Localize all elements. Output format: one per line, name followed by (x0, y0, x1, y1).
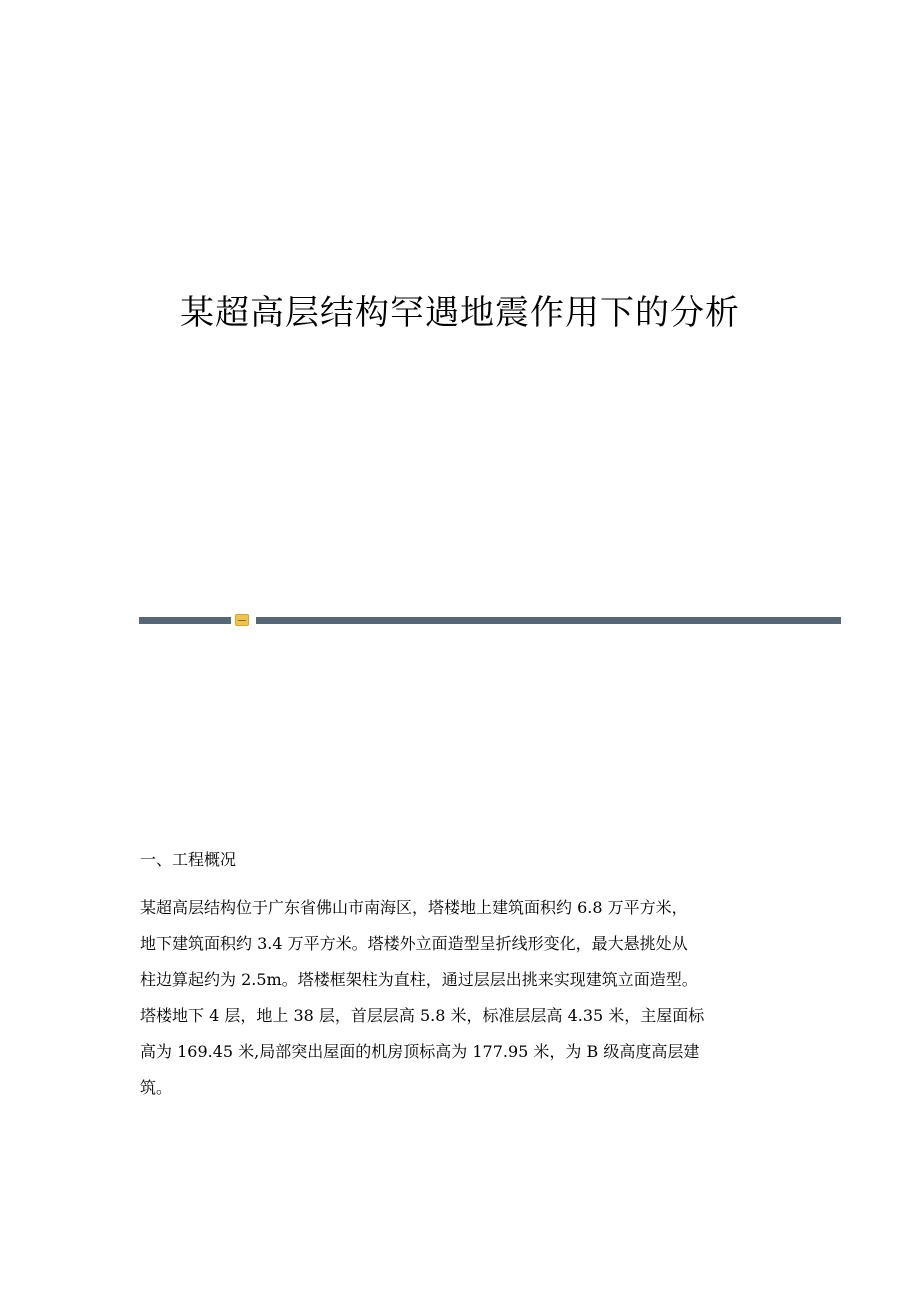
divider-ornament-icon (235, 614, 249, 626)
paragraph-line: 筑。 (140, 1078, 173, 1097)
section-heading: 一、工程概况 (140, 850, 237, 869)
divider-bar-right (256, 617, 841, 624)
title-divider (139, 612, 841, 626)
divider-bar-left (139, 617, 231, 624)
paragraph-line: 某超高层结构位于广东省佛山市南海区，塔楼地上建筑面积约 6.8 万平方米， (140, 898, 688, 917)
paragraph-line: 塔楼地下 4 层，地上 38 层，首层层高 5.8 米，标准层层高 4.35 米，主屋面标 (140, 1006, 705, 1025)
document-title: 某超高层结构罕遇地震作用下的分析 (180, 292, 740, 333)
paragraph-line: 高为 169.45 米,局部突出屋面的机房顶标高为 177.95 米，为 B 级高度高层建 (140, 1042, 700, 1061)
paragraph-line: 地下建筑面积约 3.4 万平方米。塔楼外立面造型呈折线形变化，最大悬挑处从 (140, 934, 688, 953)
paragraph-line: 柱边算起约为 2.5m。塔楼框架柱为直柱，通过层层出挑来实现建筑立面造型。 (140, 970, 698, 989)
section-paragraph (140, 890, 780, 1106)
